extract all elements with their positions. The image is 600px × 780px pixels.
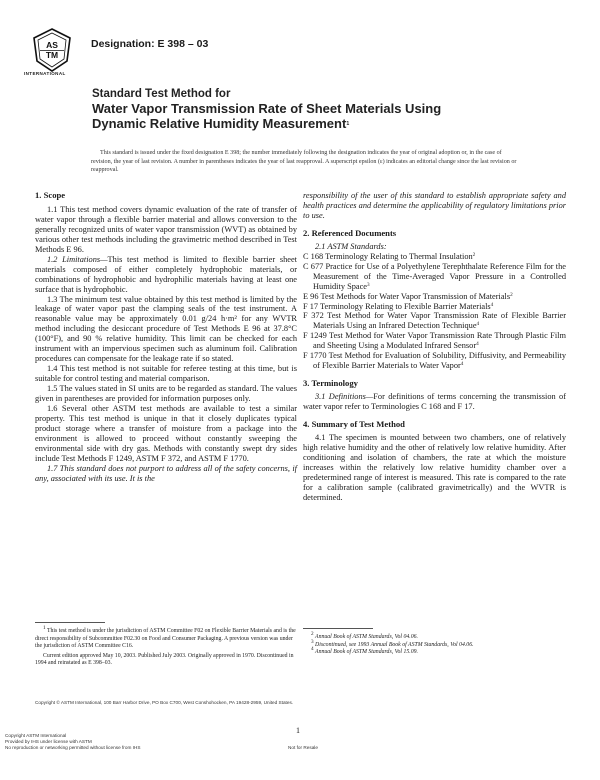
astm-standards-subheading	[303, 242, 566, 252]
reference-text: F 1249 Test Method for Water Vapor Transmission Rate Through Plastic Film and Sheeting Using a Modulated Infrared Sensor	[303, 331, 566, 351]
footnote-rule	[303, 628, 373, 629]
footnote-rule	[35, 622, 105, 623]
reference-footnote-mark: 2	[472, 251, 476, 258]
designation: Designation: E 398 – 03	[91, 38, 209, 50]
reference-text: F 1770 Test Method for Evaluation of Solubility, Diffusivity, and Permeability of Flexible Barrier Materials to Water Vapor	[303, 351, 566, 371]
footnote-1-edition: Current edition approved May 10, 2003. Published July 2003. Originally approved in 1970. Discontinued in 1994 and reinstated as E 398–03.	[35, 652, 294, 667]
para-3-1-label: 3.1 Definitions—	[315, 392, 374, 402]
logo-caption: INTERNATIONAL	[24, 71, 66, 76]
right-footnotes	[303, 628, 566, 657]
para-1-7-continued	[303, 191, 566, 221]
document-title	[92, 87, 522, 131]
para-1-2-label: 1.2 Limitations—	[47, 254, 108, 264]
para-3-1	[303, 392, 566, 412]
reference-text: C 677 Practice for Use of a Polyethylene Terephthalate Reference Film for the Measurement of the Time-Averaged Vapor Pressure in a Controlled Humidity Space	[303, 261, 566, 291]
para-3-1-text: For definitions of terms concerning the transmission of water vapor refer to Terminologies C 168 and F 17.	[303, 392, 566, 412]
left-footnotes	[35, 622, 297, 668]
reference-list	[303, 252, 566, 371]
title-line-3	[92, 116, 522, 131]
reference-text: E 96 Test Methods for Water Vapor Transmission of Materials	[303, 291, 511, 301]
reference-footnote-mark: 3	[367, 281, 370, 288]
footnote-text: Annual Book of ASTM Standards, Vol 15.09.	[315, 649, 418, 656]
footnote-1-text: This test method is under the jurisdiction of ASTM Committee F02 on Flexible Barrier Materials and is the direct responsibility of Subcommittee F02.30 on Food and Consumer Packaging. A previous version was under the jurisdiction of ASTM Committee C16.	[35, 628, 296, 650]
left-column	[35, 191, 297, 484]
reference-item	[303, 302, 566, 312]
astm-logo	[31, 27, 73, 73]
footnote-item	[303, 646, 566, 657]
para-1-1: 1.1 This test method covers dynamic evaluation of the rate of transfer of water vapor through a flexible barrier material and allows conversion to the generally recognized units of water vapor transmission (WVT) as obtained by various other test methods including the gravimetric method described in Test Methods E 96.	[35, 204, 297, 254]
title-line-1: Standard Test Method for	[92, 88, 231, 100]
astm-standards-sub-text: 2.1 ASTM Standards:	[315, 241, 387, 251]
terminology-heading: 3. Terminology	[303, 378, 358, 389]
standard-notice: This standard is issued under the fixed designation E 398; the number immediately following the designation indicates the year of original adoption or, in the case of revision, the year of last revision. A number in parentheses indicates the year of last reapproval. A superscript epsilon (ε) indicates an editorial change since the last revision or reapproval.	[91, 150, 517, 174]
title-line-3-text: Dynamic Relative Humidity Measurement	[92, 116, 347, 131]
para-4-1: 4.1 The specimen is mounted between two chambers, one of relatively high relative humidity and the other of relatively low relative humidity. After conditioning and isolation of chambers, the rate at which the moisture increases within the relatively low relative humidity chamber over a predetermined range of interest is measured. This rate is compared to the rate for a calibration sample (calibrated gravimetrically) and the WVTR is determined.	[303, 433, 566, 502]
para-1-3: 1.3 The minimum test value obtained by this test method is limited by the leakage of water vapor past the clamping seals of the test instrument. A reasonable value may be approximately 0.01 g/24 h·m² for any WVTR method including the desiccant procedure of Test Methods E 96 at 37.8°C (100°F), and 90 % relative humidity. This limit can be checked for each instrument with an impervious specimen such as aluminum foil. Calibration procedures can compensate for the leakage rate if so stated.	[35, 294, 297, 364]
reference-item	[303, 292, 566, 302]
reference-item	[303, 262, 566, 292]
reference-item	[303, 311, 566, 331]
footnote-item	[303, 631, 566, 642]
page-number: 1	[296, 726, 300, 735]
not-for-resale: Not for Resale	[288, 745, 318, 750]
footnote-block	[35, 625, 297, 668]
provider-line-2: Provided by IHS under license with ASTM	[5, 739, 92, 744]
reference-footnote-mark: 4	[460, 361, 464, 368]
footnote-block	[303, 631, 566, 657]
title-footnote-mark: 1	[346, 121, 350, 127]
title-line-2: Water Vapor Transmission Rate of Sheet Materials Using	[92, 101, 442, 116]
footnote-1	[35, 625, 297, 651]
para-1-5: 1.5 The values stated in SI units are to be regarded as standard. The values given in parentheses are provided for information purposes only.	[35, 384, 297, 404]
reference-text: F 372 Test Method for Water Vapor Transmission Rate of Flexible Barrier Materials Using an Infrared Detection Technique	[303, 311, 566, 331]
reference-footnote-mark: 2	[510, 291, 513, 298]
copyright-line: Copyright © ASTM International, 100 Barr Harbor Drive, PO Box C700, West Conshohocken, PA 19428-2959, United States.	[35, 700, 294, 705]
reference-footnote-mark: 4	[476, 341, 479, 348]
scope-heading: 1. Scope	[35, 190, 66, 200]
para-1-7-text: 1.7 This standard does not purport to address all of the safety concerns, if any, associated with its use. It is the	[35, 463, 297, 483]
footnote-text: Discontinued, see 1993 Annual Book of ASTM Standards, Vol 04.06.	[315, 641, 474, 648]
reference-item	[303, 252, 566, 262]
footnote-mark: 3	[311, 638, 314, 645]
para-1-4: 1.4 This test method is not suitable for referee testing at this time, but is suitable for control testing and material comparison.	[35, 364, 297, 384]
reference-footnote-mark: 4	[490, 301, 494, 308]
para-1-2-text: This test method is limited to flexible barrier sheet materials composed of either completely hydrophobic materials, or combinations of hydrophobic and hydrophilic materials having at least one surface that is hydrophobic.	[35, 254, 297, 294]
svg-text:TM: TM	[45, 50, 59, 60]
footnote-mark: 4	[311, 646, 314, 653]
provider-line-3: No reproduction or networking permitted without license from IHS	[5, 745, 141, 750]
para-1-7	[35, 464, 297, 484]
referenced-documents-heading: 2. Referenced Documents	[303, 227, 397, 238]
footnote-mark: 2	[311, 631, 314, 637]
footnote-1-mark: 1	[43, 625, 46, 631]
right-column	[303, 191, 566, 503]
reference-text: F 17 Terminology Relating to Flexible Barrier Materials	[303, 301, 491, 311]
para-1-6: 1.6 Several other ASTM test methods are available to test a similar property. This test method is unique in that it closely duplicates typical product storage where a transfer of moisture from a package into the environment is allowed to proceed without constantly sweeping the environmental side with dry gas. Methods with constantly swept dry sides include Test Methods F 1249, ASTM F 372, and ASTM F 1770.	[35, 404, 297, 463]
provider-line-1: Copyright ASTM International	[5, 733, 67, 738]
para-1-2	[35, 255, 297, 295]
reference-footnote-mark: 4	[476, 321, 480, 328]
reference-item	[303, 331, 566, 351]
reference-item	[303, 351, 566, 371]
footnote-text: Annual Book of ASTM Standards, Vol 04.06.	[315, 634, 418, 640]
summary-heading: 4. Summary of Test Method	[303, 419, 405, 430]
astm-logo-icon	[31, 27, 73, 73]
reference-text: C 168 Terminology Relating to Thermal Insulation	[303, 251, 473, 261]
svg-text:AS: AS	[46, 40, 58, 50]
para-1-7-cont-text: responsibility of the user of this standard to establish appropriate safety and health practices and determine the applicability of regulatory limitations prior to use.	[303, 191, 566, 220]
